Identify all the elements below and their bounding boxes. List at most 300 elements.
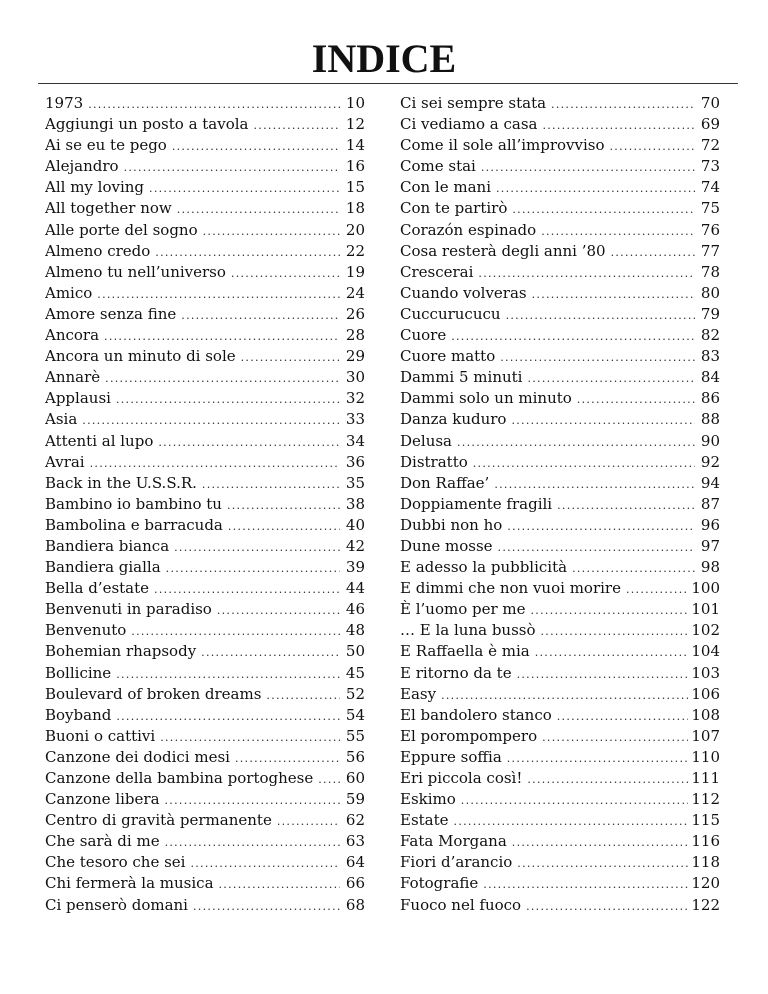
entry-page-number: 86	[700, 389, 720, 408]
index-entry	[400, 473, 720, 494]
index-entry	[45, 409, 365, 430]
dot-leader	[532, 284, 695, 304]
index-entry	[400, 220, 720, 241]
dot-leader	[124, 157, 340, 177]
entry-page-number: 83	[700, 347, 720, 366]
entry-title: Alle porte del sogno	[45, 220, 198, 239]
entry-page-number: 10	[345, 94, 365, 112]
index-entry	[45, 431, 365, 452]
index-entry	[45, 304, 365, 325]
entry-page-number: 18	[345, 199, 365, 218]
entry-title: Asia	[45, 410, 78, 429]
index-entry	[45, 684, 365, 705]
entry-page-number: 19	[345, 262, 365, 281]
entry-page-number: 115	[691, 811, 720, 830]
dot-leader	[174, 537, 340, 557]
entry-page-number: 42	[345, 536, 365, 555]
index-entry	[400, 198, 720, 219]
entry-title: Bandiera gialla	[45, 558, 161, 577]
index-entry	[400, 494, 720, 515]
entry-page-number: 94	[700, 473, 720, 492]
entry-title: E adesso la pubblicità	[400, 558, 568, 577]
dot-leader	[512, 199, 695, 219]
index-entry	[45, 114, 365, 135]
index-entry	[400, 431, 720, 452]
entry-title: Don Raffae’	[400, 473, 490, 492]
index-entry	[45, 220, 365, 241]
dot-leader	[527, 368, 695, 388]
entry-page-number: 82	[700, 326, 720, 345]
entry-title: Come stai	[400, 157, 476, 176]
dot-leader	[231, 263, 340, 283]
index-entry	[45, 895, 365, 916]
entry-title: Chi fermerà la musica	[45, 874, 214, 893]
index-entry	[400, 346, 720, 367]
index-entry	[400, 578, 720, 599]
dot-leader	[158, 432, 340, 452]
dot-leader	[441, 685, 688, 705]
entry-title: Cosa resterà degli anni ’80	[400, 241, 606, 260]
dot-leader	[241, 347, 340, 367]
index-entry	[400, 304, 720, 325]
entry-page-number: 107	[691, 726, 720, 745]
entry-title: Delusa	[400, 431, 453, 450]
entry-page-number: 116	[691, 832, 720, 851]
entry-page-number: 122	[691, 895, 720, 914]
entry-title: Fata Morgana	[400, 832, 507, 851]
entry-page-number: 101	[691, 600, 720, 619]
index-entry	[400, 641, 720, 662]
index-entry	[400, 388, 720, 409]
index-entry	[45, 262, 365, 283]
entry-title: Che tesoro che sei	[45, 853, 186, 872]
entry-title: Almeno tu nell’universo	[45, 262, 226, 281]
index-entry	[45, 726, 365, 747]
index-entry	[400, 156, 720, 177]
entry-page-number: 39	[345, 558, 365, 577]
entry-page-number: 97	[700, 536, 720, 555]
dot-leader	[190, 853, 340, 873]
dot-leader	[235, 748, 340, 768]
entry-title: Crescerai	[400, 262, 474, 281]
entry-page-number: 111	[691, 769, 720, 787]
entry-page-number: 90	[700, 431, 720, 450]
dot-leader	[104, 326, 340, 346]
entry-title: E dimmi che non vuoi morire	[400, 579, 621, 598]
index-entry	[400, 852, 720, 873]
dot-leader	[181, 305, 340, 325]
entry-page-number: 120	[691, 874, 720, 893]
dot-leader	[160, 727, 340, 747]
dot-leader	[82, 410, 340, 430]
dot-leader	[193, 896, 340, 916]
entry-title: 1973	[45, 94, 84, 112]
dot-leader	[318, 769, 340, 789]
entry-page-number: 45	[345, 663, 365, 682]
dot-leader	[154, 579, 340, 599]
entry-page-number: 15	[345, 178, 365, 197]
entry-page-number: 98	[700, 558, 720, 577]
entry-title: Doppiamente fragili	[400, 494, 553, 513]
entry-title: Benvenuto	[45, 621, 127, 640]
entry-page-number: 106	[691, 684, 720, 703]
entry-page-number: 75	[700, 199, 720, 218]
entry-page-number: 36	[345, 452, 365, 471]
index-entry	[400, 325, 720, 346]
dot-leader	[481, 157, 695, 177]
dot-leader	[277, 811, 340, 831]
dot-leader	[531, 600, 689, 620]
index-entry	[45, 93, 365, 114]
index-entry	[45, 641, 365, 662]
entry-title: Almeno credo	[45, 241, 151, 260]
entry-page-number: 55	[345, 726, 365, 745]
index-entry	[45, 873, 365, 894]
index-column-right	[400, 93, 720, 916]
entry-title: Dammi solo un minuto	[400, 389, 572, 408]
index-entry	[45, 494, 365, 515]
index-entry	[45, 367, 365, 388]
dot-leader	[116, 389, 340, 409]
dot-leader	[507, 748, 689, 768]
entry-title: Bambolina e barracuda	[45, 515, 223, 534]
entry-page-number: 80	[700, 283, 720, 302]
entry-page-number: 100	[691, 579, 720, 598]
entry-title: Corazón espinado	[400, 220, 537, 239]
dot-leader	[557, 706, 689, 726]
index-entry	[45, 388, 365, 409]
index-entry	[45, 599, 365, 620]
dot-leader	[511, 410, 695, 430]
index-entry	[400, 262, 720, 283]
entry-title: Eri piccola così!	[400, 769, 523, 787]
entry-page-number: 35	[345, 473, 365, 492]
dot-leader	[527, 769, 688, 789]
dot-leader	[551, 94, 695, 114]
dot-leader	[500, 347, 695, 367]
entry-title: Fiori d’arancio	[400, 853, 513, 872]
dot-leader	[541, 221, 695, 241]
entry-title: Eppure soffia	[400, 747, 502, 766]
dot-leader	[254, 115, 341, 135]
entry-title: Centro di gravità permanente	[45, 811, 272, 830]
entry-page-number: 52	[345, 684, 365, 703]
index-entry	[400, 620, 720, 641]
index-entry	[45, 747, 365, 768]
dot-leader	[217, 600, 340, 620]
entry-title: Cuore	[400, 326, 447, 345]
dot-leader	[557, 495, 695, 515]
dot-leader	[177, 199, 340, 219]
entry-title: Bella d’estate	[45, 579, 150, 598]
entry-page-number: 76	[700, 220, 720, 239]
entry-title: Aggiungi un posto a tavola	[45, 115, 249, 134]
entry-title: Attenti al lupo	[45, 431, 154, 450]
index-entry	[400, 409, 720, 430]
dot-leader	[203, 221, 340, 241]
entry-page-number: 92	[700, 452, 720, 471]
entry-title: Easy	[400, 684, 437, 703]
entry-page-number: 84	[700, 368, 720, 387]
entry-title: Con le mani	[400, 178, 492, 197]
entry-title: El bandolero stanco	[400, 705, 552, 724]
entry-title: Ci vediamo a casa	[400, 115, 538, 134]
index-entry	[45, 325, 365, 346]
entry-title: Cuore matto	[400, 347, 496, 366]
dot-leader	[266, 685, 340, 705]
index-entry	[400, 241, 720, 262]
entry-title: Estate	[400, 811, 449, 830]
dot-leader	[506, 305, 695, 325]
dot-leader	[165, 790, 340, 810]
entry-title: Che sarà di me	[45, 832, 160, 851]
entry-title: El porompompero	[400, 726, 538, 745]
entry-title: Bohemian rhapsody	[45, 642, 197, 661]
dot-leader	[512, 832, 689, 852]
dot-leader	[90, 453, 340, 473]
entry-title: Boyband	[45, 705, 112, 724]
index-entry	[400, 810, 720, 831]
dot-leader	[166, 558, 340, 578]
entry-title: Come il sole all’improvviso	[400, 136, 605, 155]
entry-page-number: 77	[700, 241, 720, 260]
dot-leader	[219, 874, 340, 894]
entry-title: Applausi	[45, 389, 111, 408]
entry-title: … E la luna bussò	[400, 621, 536, 640]
entry-page-number: 78	[700, 262, 720, 281]
entry-page-number: 63	[345, 832, 365, 851]
dot-leader	[517, 664, 689, 684]
index-entry	[45, 578, 365, 599]
dot-leader	[526, 896, 688, 916]
page-title: INDICE	[311, 36, 457, 81]
index-entry	[45, 452, 365, 473]
dot-leader	[610, 136, 695, 156]
entry-page-number: 48	[345, 621, 365, 640]
entry-title: Cuccurucucu	[400, 304, 501, 323]
entry-title: Ci sei sempre stata	[400, 94, 547, 112]
dot-leader	[461, 790, 689, 810]
dot-leader	[542, 115, 695, 135]
index-entry	[45, 831, 365, 852]
index-entry	[45, 536, 365, 557]
entry-page-number: 108	[691, 705, 720, 724]
dot-leader	[507, 516, 695, 536]
dot-leader	[542, 727, 688, 747]
entry-page-number: 46	[345, 600, 365, 619]
dot-leader	[201, 642, 340, 662]
dot-leader	[496, 178, 695, 198]
entry-title: E ritorno da te	[400, 663, 512, 682]
entry-page-number: 112	[691, 790, 720, 809]
entry-title: Bambino io bambino tu	[45, 494, 222, 513]
index-entry	[400, 536, 720, 557]
dot-leader	[116, 664, 340, 684]
entry-page-number: 22	[345, 241, 365, 260]
index-column-left	[45, 93, 365, 916]
dot-leader	[88, 94, 340, 114]
entry-page-number: 32	[345, 389, 365, 408]
dot-leader	[451, 326, 695, 346]
entry-page-number: 33	[345, 410, 365, 429]
index-entry	[400, 726, 720, 747]
entry-title: Ci penserò domani	[45, 895, 188, 914]
entry-page-number: 66	[345, 874, 365, 893]
dot-leader	[149, 178, 340, 198]
index-entry	[45, 241, 365, 262]
index-entry	[400, 177, 720, 198]
entry-page-number: 44	[345, 579, 365, 598]
dot-leader	[517, 853, 688, 873]
entry-page-number: 72	[700, 136, 720, 155]
entry-title: All my loving	[45, 178, 145, 197]
entry-title: Dubbi non ho	[400, 515, 503, 534]
entry-title: Annarè	[45, 368, 101, 387]
dot-leader	[454, 811, 689, 831]
dot-leader	[473, 453, 695, 473]
dot-leader	[611, 242, 695, 262]
entry-title: Cuando volveras	[400, 283, 527, 302]
entry-page-number: 103	[691, 663, 720, 682]
dot-leader	[498, 537, 695, 557]
entry-page-number: 104	[691, 642, 720, 661]
index-entry	[45, 705, 365, 726]
dot-leader	[577, 389, 695, 409]
entry-page-number: 14	[345, 136, 365, 155]
entry-page-number: 73	[700, 157, 720, 176]
entry-page-number: 68	[345, 895, 365, 914]
entry-page-number: 54	[345, 705, 365, 724]
entry-title: Dammi 5 minuti	[400, 368, 523, 387]
dot-leader	[626, 579, 688, 599]
entry-title: Benvenuti in paradiso	[45, 600, 212, 619]
dot-leader	[228, 516, 340, 536]
entry-page-number: 60	[345, 769, 365, 787]
entry-title: Dune mosse	[400, 536, 493, 555]
entry-title: Ai se eu te pego	[45, 136, 167, 155]
dot-leader	[478, 263, 695, 283]
entry-title: Canzone dei dodici mesi	[45, 747, 230, 766]
index-entry	[400, 452, 720, 473]
entry-page-number: 59	[345, 790, 365, 809]
entry-page-number: 70	[700, 94, 720, 112]
entry-title: Amico	[45, 283, 93, 302]
entry-title: Ancora	[45, 326, 100, 345]
entry-page-number: 110	[691, 747, 720, 766]
index-entry	[400, 747, 720, 768]
entry-title: È l’uomo per me	[400, 600, 526, 619]
dot-leader	[97, 284, 340, 304]
index-entry	[400, 873, 720, 894]
entry-page-number: 12	[345, 115, 365, 134]
entry-page-number: 26	[345, 304, 365, 323]
entry-page-number: 102	[691, 621, 720, 640]
dot-leader	[116, 706, 340, 726]
index-entry	[400, 114, 720, 135]
index-entry	[400, 768, 720, 789]
title-divider	[38, 83, 738, 84]
entry-page-number: 87	[700, 494, 720, 513]
entry-title: Fotografie	[400, 874, 479, 893]
entry-title: Bollicine	[45, 663, 112, 682]
dot-leader	[457, 432, 695, 452]
entry-title: Alejandro	[45, 157, 119, 176]
entry-title: Avrai	[45, 452, 85, 471]
entry-title: Con te partirò	[400, 199, 508, 218]
dot-leader	[165, 832, 340, 852]
index-entry	[45, 620, 365, 641]
entry-page-number: 30	[345, 368, 365, 387]
index-entry	[45, 557, 365, 578]
index-entry	[45, 473, 365, 494]
entry-page-number: 74	[700, 178, 720, 197]
entry-title: Distratto	[400, 452, 468, 471]
entry-title: Buoni o cattivi	[45, 726, 156, 745]
entry-page-number: 16	[345, 157, 365, 176]
entry-page-number: 20	[345, 220, 365, 239]
dot-leader	[572, 558, 695, 578]
entry-title: E Raffaella è mia	[400, 642, 530, 661]
index-entry	[45, 177, 365, 198]
entry-title: Fuoco nel fuoco	[400, 895, 522, 914]
entry-page-number: 40	[345, 515, 365, 534]
index-entry	[45, 346, 365, 367]
entry-title: Eskimo	[400, 790, 456, 809]
index-entry	[400, 684, 720, 705]
entry-page-number: 56	[345, 747, 365, 766]
entry-page-number: 34	[345, 431, 365, 450]
dot-leader	[541, 621, 689, 641]
entry-title: All together now	[45, 199, 172, 218]
index-entry	[400, 895, 720, 916]
dot-leader	[535, 642, 689, 662]
index-entry	[400, 557, 720, 578]
index-entry	[400, 789, 720, 810]
index-entry	[45, 810, 365, 831]
index-entry	[400, 283, 720, 304]
index-entry	[400, 135, 720, 156]
index-entry	[400, 831, 720, 852]
entry-title: Canzone libera	[45, 790, 160, 809]
entry-page-number: 28	[345, 326, 365, 345]
entry-page-number: 64	[345, 853, 365, 872]
index-entry	[45, 198, 365, 219]
dot-leader	[172, 136, 340, 156]
entry-title: Boulevard of broken dreams	[45, 684, 262, 703]
dot-leader	[202, 474, 340, 494]
index-entry	[45, 156, 365, 177]
index-entry	[400, 93, 720, 114]
index-entry	[400, 599, 720, 620]
dot-leader	[494, 474, 695, 494]
index-entry	[400, 367, 720, 388]
dot-leader	[483, 874, 688, 894]
index-entry	[45, 283, 365, 304]
entry-page-number: 24	[345, 283, 365, 302]
index-entry	[45, 768, 365, 789]
entry-page-number: 50	[345, 642, 365, 661]
entry-title: Amore senza fine	[45, 304, 177, 323]
entry-page-number: 96	[700, 515, 720, 534]
index-entry	[400, 515, 720, 536]
index-entry	[45, 515, 365, 536]
entry-title: Danza kuduro	[400, 410, 507, 429]
entry-page-number: 79	[700, 304, 720, 323]
entry-page-number: 69	[700, 115, 720, 134]
entry-page-number: 118	[691, 853, 720, 872]
entry-page-number: 29	[345, 347, 365, 366]
entry-title: Ancora un minuto di sole	[45, 347, 236, 366]
